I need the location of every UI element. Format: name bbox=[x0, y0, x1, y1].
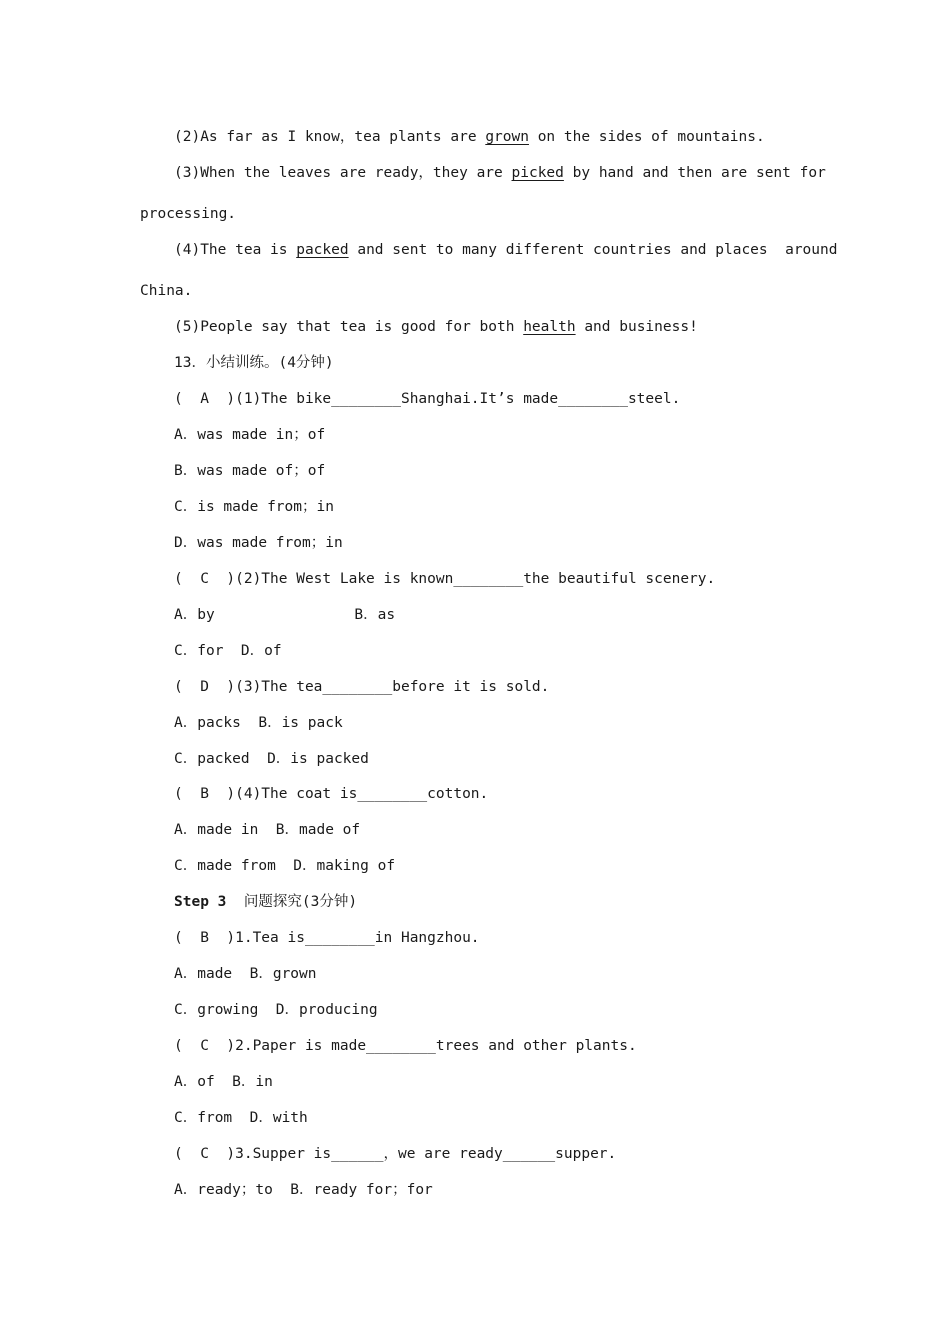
step-3-heading bbox=[174, 892, 357, 912]
option: C．packed D．is packed bbox=[174, 751, 369, 767]
option: C．growing D．producing bbox=[174, 1002, 378, 1018]
passage-sentence-5 bbox=[174, 317, 698, 337]
passage-sentence-4 bbox=[174, 240, 837, 260]
option: A．packs B．is pack bbox=[174, 715, 343, 731]
question-step3-1: ( B )1.Tea is________in Hangzhou. bbox=[174, 930, 480, 946]
text: (3)When the leaves are ready，they are bbox=[174, 165, 512, 181]
option: C．for D．of bbox=[174, 643, 282, 659]
option: C．from D．with bbox=[174, 1110, 308, 1126]
question-13-2: ( C )(2)The West Lake is known________the beautiful scenery. bbox=[174, 571, 716, 587]
option: C．made from D．making of bbox=[174, 858, 396, 874]
step-label: Step 3 bbox=[174, 894, 227, 910]
option: D．was made from；in bbox=[174, 535, 343, 551]
passage-sentence-3 bbox=[174, 163, 826, 183]
passage-sentence-2 bbox=[174, 127, 765, 147]
question-step3-3: ( C )3.Supper is______，we are ready______supper. bbox=[174, 1146, 617, 1162]
text: and sent to many different countries and places around bbox=[348, 242, 838, 258]
passage-sentence-4-cont: China. bbox=[140, 283, 193, 299]
question-step3-2: ( C )2.Paper is made________trees and other plants. bbox=[174, 1038, 637, 1054]
text: (4)The tea is bbox=[174, 242, 297, 258]
step-title: 问题探究(3分钟) bbox=[243, 894, 358, 910]
option: C．is made from；in bbox=[174, 499, 334, 515]
option: A．ready；to B．ready for；for bbox=[174, 1182, 433, 1198]
text: on the sides of mountains. bbox=[528, 129, 765, 145]
text: by hand and then are sent for bbox=[563, 165, 826, 181]
underlined-answer: health bbox=[523, 319, 576, 335]
text: (2)As far as I know，tea plants are bbox=[174, 129, 486, 145]
option: A．made B．grown bbox=[174, 966, 317, 982]
underlined-answer: packed bbox=[296, 242, 349, 258]
question-13-3: ( D )(3)The tea________before it is sold. bbox=[174, 679, 550, 695]
text: (5)People say that tea is good for both bbox=[174, 319, 524, 335]
option: A．by B．as bbox=[174, 607, 396, 623]
question-13-4: ( B )(4)The coat is________cotton. bbox=[174, 786, 489, 802]
question-13-1: ( A )(1)The bike________Shanghai.It’s made________steel. bbox=[174, 391, 681, 407]
option: B．was made of；of bbox=[174, 463, 326, 479]
section-13-title: 13．小结训练。(4分钟) bbox=[174, 355, 334, 371]
underlined-answer: grown bbox=[485, 129, 529, 145]
option: A．was made in；of bbox=[174, 427, 326, 443]
text: and business! bbox=[575, 319, 698, 335]
option: A．of B．in bbox=[174, 1074, 273, 1090]
passage-sentence-3-cont: processing. bbox=[140, 206, 237, 222]
option: A．made in B．made of bbox=[174, 822, 361, 838]
underlined-answer: picked bbox=[511, 165, 564, 181]
